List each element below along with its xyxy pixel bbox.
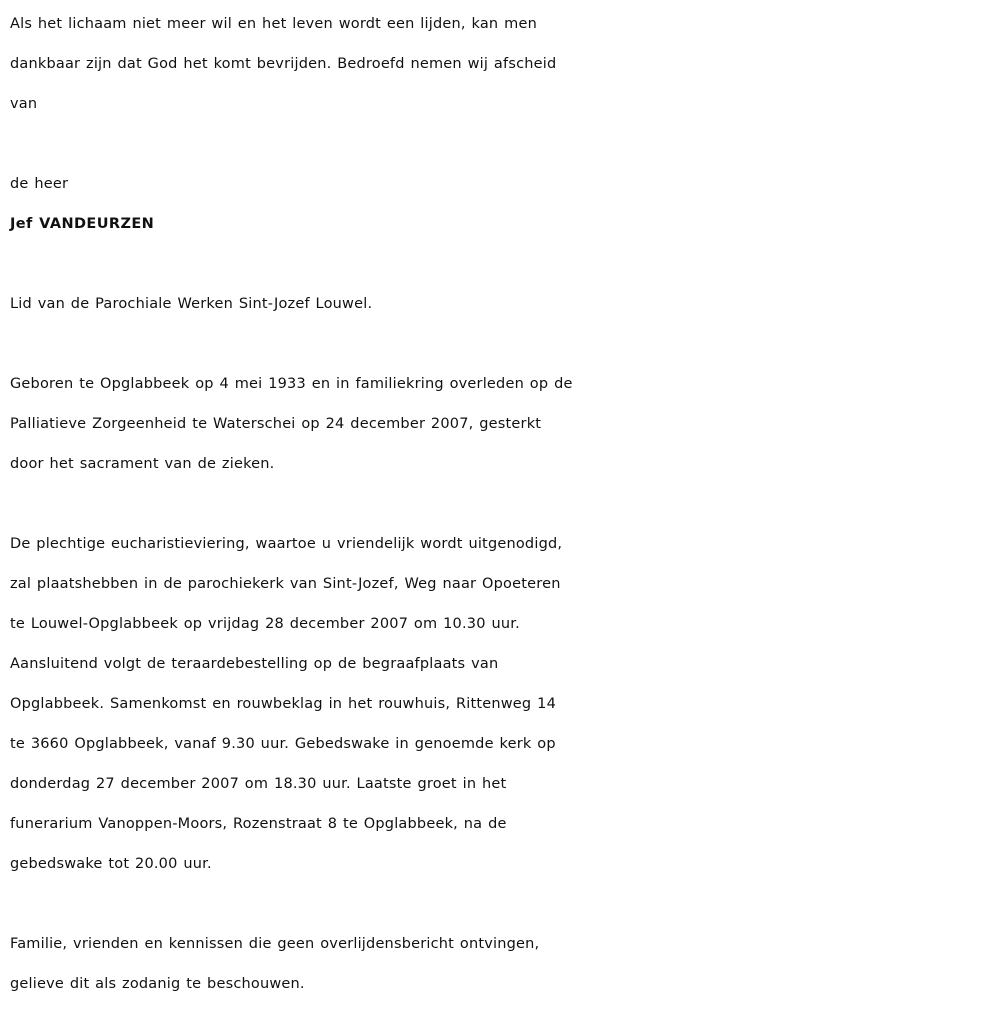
- text-line: Familie, vrienden en kennissen die geen overlijdensbericht ontvingen,: [10, 936, 540, 952]
- closing-paragraph: [10, 924, 992, 1004]
- text-line: Geboren te Opglabbeek op 4 mei 1933 en in familiekring overleden op de: [10, 376, 573, 392]
- paragraph-gap: [10, 484, 992, 524]
- text-line: donderdag 27 december 2007 om 18.30 uur. Laatste groet in het: [10, 776, 507, 792]
- deceased-name-text: Jef VANDEURZEN: [10, 216, 155, 232]
- deceased-name: [10, 204, 992, 244]
- salutation-text: de heer: [10, 176, 69, 192]
- text-line: Aansluitend volgt de teraardebestelling op de begraafplaats van: [10, 656, 499, 672]
- text-line: Als het lichaam niet meer wil en het leven wordt een lijden, kan men: [10, 16, 537, 32]
- text-line: zal plaatshebben in de parochiekerk van Sint-Jozef, Weg naar Opoeteren: [10, 576, 561, 592]
- text-line: gebedswake tot 20.00 uur.: [10, 856, 212, 872]
- salutation: [10, 164, 992, 204]
- ceremony-paragraph: [10, 524, 992, 884]
- intro-paragraph: [10, 4, 992, 124]
- paragraph-gap: [10, 124, 992, 164]
- text-line: te 3660 Opglabbeek, vanaf 9.30 uur. Gebedswake in genoemde kerk op: [10, 736, 556, 752]
- membership-paragraph: [10, 284, 992, 324]
- text-line: funerarium Vanoppen-Moors, Rozenstraat 8 te Opglabbeek, na de: [10, 816, 507, 832]
- text-line: De plechtige eucharistieviering, waartoe u vriendelijk wordt uitgenodigd,: [10, 536, 563, 552]
- text-line: dankbaar zijn dat God het komt bevrijden. Bedroefd nemen wij afscheid: [10, 56, 557, 72]
- text-line: Lid van de Parochiale Werken Sint-Jozef Louwel.: [10, 296, 373, 312]
- text-line: Palliatieve Zorgeenheid te Waterschei op 24 december 2007, gesterkt: [10, 416, 542, 432]
- text-line: van: [10, 96, 38, 112]
- text-line: gelieve dit als zodanig te beschouwen.: [10, 976, 305, 992]
- paragraph-gap: [10, 244, 992, 284]
- text-line: Opglabbeek. Samenkomst en rouwbeklag in het rouwhuis, Rittenweg 14: [10, 696, 556, 712]
- text-line: te Louwel-Opglabbeek op vrijdag 28 december 2007 om 10.30 uur.: [10, 616, 520, 632]
- paragraph-gap: [10, 324, 992, 364]
- paragraph-gap: [10, 884, 992, 924]
- text-line: door het sacrament van de zieken.: [10, 456, 275, 472]
- birth-death-paragraph: [10, 364, 992, 484]
